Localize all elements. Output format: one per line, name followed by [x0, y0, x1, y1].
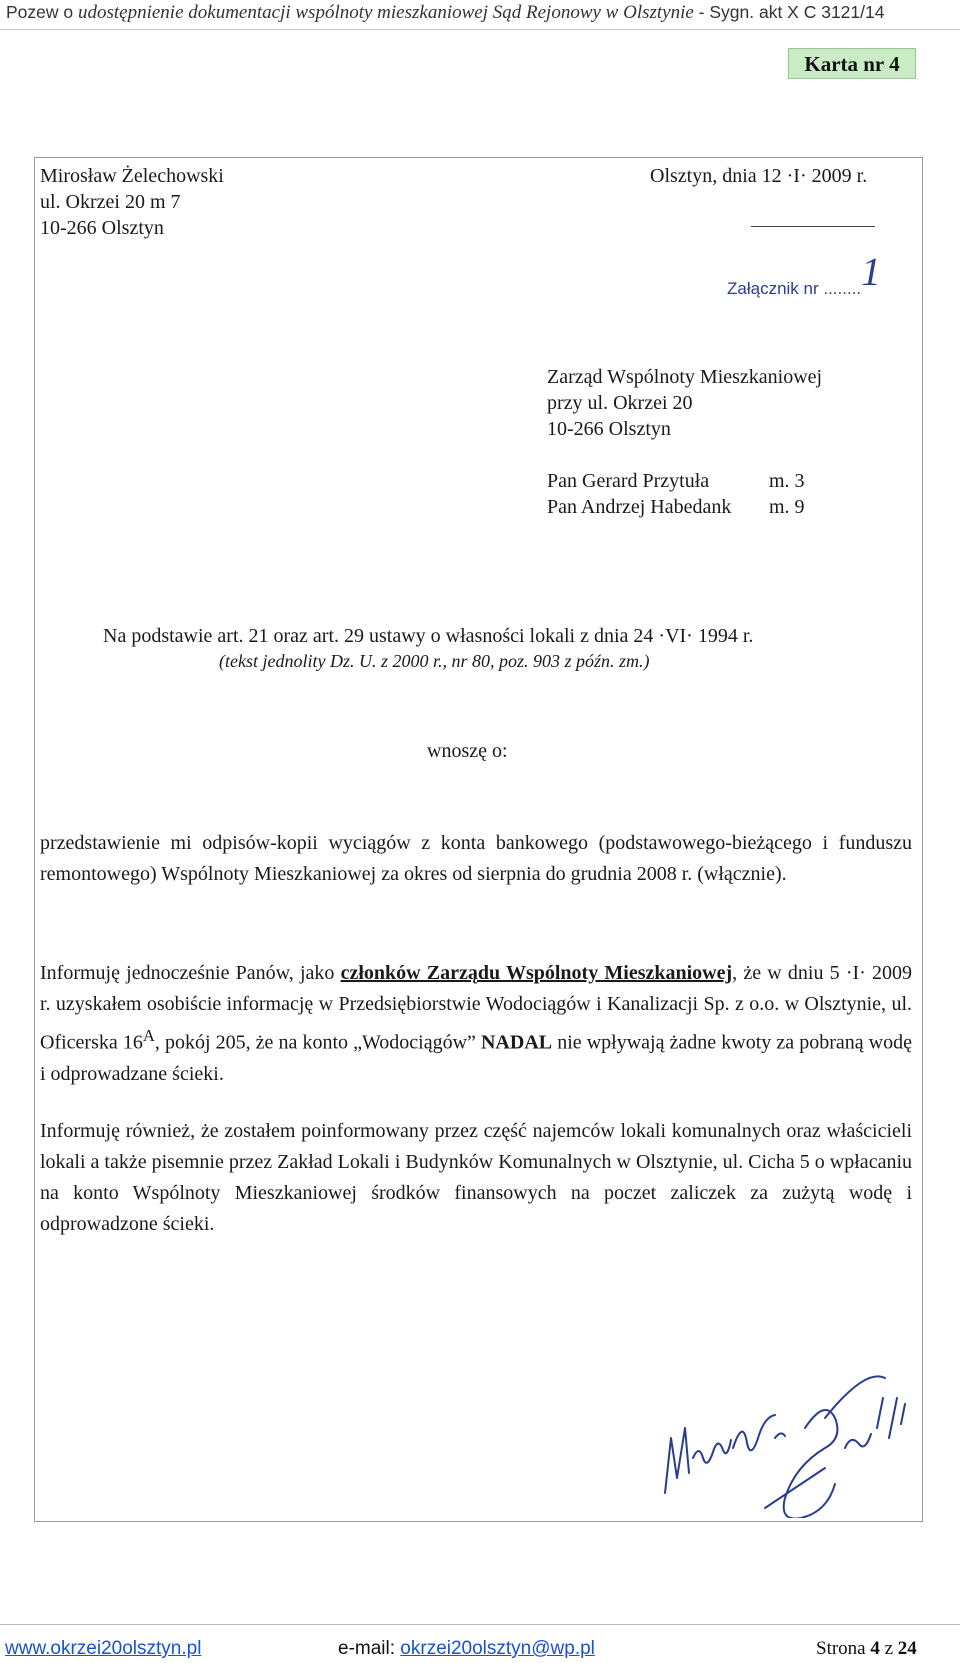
handwritten-signature — [655, 1288, 915, 1518]
sender-city: 10-266 Olsztyn — [40, 217, 164, 239]
recipient-name: Zarząd Wspólnoty Mieszkaniowej — [547, 366, 823, 388]
sender-name: Mirosław Żelechowski — [40, 165, 224, 187]
paragraph-water-info — [40, 958, 912, 1090]
date-underline — [751, 226, 875, 227]
scanned-letter — [34, 157, 923, 1522]
person-row — [547, 468, 805, 494]
page-header — [0, 0, 960, 30]
page-current: 4 — [870, 1638, 880, 1659]
recipient-street: przy ul. Okrzei 20 — [547, 392, 693, 414]
page-total: 24 — [897, 1638, 917, 1659]
attachment-number: 1 — [861, 249, 881, 294]
legal-basis-citation: (tekst jednolity Dz. U. z 2000 r., nr 80, poz. 903 z późn. zm.) — [219, 651, 650, 671]
email-label: e-mail: — [338, 1638, 401, 1659]
footer-divider — [0, 1624, 960, 1625]
footer-email — [338, 1638, 595, 1660]
legal-basis: Na podstawie art. 21 oraz art. 29 ustawy o własności lokali z dnia 24 ·VI· 1994 r. — [103, 625, 754, 647]
header-case-ref: - Sygn. akt X C 3121/14 — [693, 2, 885, 22]
letter-date: Olsztyn, dnia 12 ·I· 2009 r. — [650, 165, 868, 187]
paragraph-payments-info: Informuję również, że zostałem poinformowany przez część najemców lokali komunalnych oraz właścicieli lokali a także pisemnie przez Zakład Lokali i Budynków Komunalnych w Olsztynie, ul. Cicha 5 o wpłacaniu na konto Wspólnoty Mieszkaniowej środków finansowych na poczet zaliczek za zużytą wodę i odprowadzone ścieki. — [40, 1120, 912, 1235]
request-intro: wnoszę o: — [427, 740, 508, 762]
card-number-label: Karta nr 4 — [788, 48, 916, 79]
board-members-emphasis: członków Zarządu Wspólnoty Mieszkaniowej — [340, 962, 733, 984]
email-link[interactable]: okrzei20olsztyn@wp.pl — [400, 1638, 595, 1659]
text-span: Informuję jednocześnie Panów, jako — [40, 962, 341, 984]
header-case-title: udostępnienie dokumentacji wspólnoty mieszkaniowej Sąd Rejonowy w Olsztynie — [77, 2, 694, 23]
address-superscript: A — [142, 1026, 155, 1045]
text-span: , pokój 205, że na konto „Wodociągów” — [154, 1031, 481, 1054]
header-title — [6, 2, 954, 24]
sender-street: ul. Okrzei 20 m 7 — [40, 191, 181, 213]
person-row — [547, 494, 805, 520]
page-sep: z — [879, 1638, 898, 1659]
person-name: Pan Andrzej Habedank — [547, 496, 732, 518]
recipient-address — [547, 364, 822, 442]
paragraph-request: przedstawienie mi odpisów-kopii wyciągów z konta bankowego (podstawowego-bieżącego i funduszu remontowego) Wspólnoty Mieszkaniowej za okres od sierpnia do grudnia 2008 r. (włącznie). — [40, 832, 912, 885]
person-unit: m. 9 — [769, 496, 805, 518]
page-prefix: Strona — [816, 1638, 871, 1659]
person-unit: m. 3 — [769, 470, 805, 492]
header-prefix: Pozew o — [6, 2, 78, 22]
person-name: Pan Gerard Przytuła — [547, 470, 710, 492]
attachment-label: Załącznik nr ........ — [727, 279, 862, 298]
website-link[interactable]: www.okrzei20olsztyn.pl — [5, 1638, 202, 1659]
recipient-persons — [547, 468, 805, 520]
sender-address — [40, 163, 224, 241]
recipient-city: 10-266 Olsztyn — [547, 418, 671, 440]
text-span: nie wpływają żadne kwoty za pobraną wodę i odprowadzane ścieki. — [40, 1031, 913, 1085]
text-span: , że w dniu 5 ·I· 2009 r. uzyskałem osobiście informację w Przedsiębiorstwie Wodociągów i Kanalizacji Sp. z o.o. w Olsztynie, ul. Oficerska 16 — [40, 962, 912, 1054]
page-number — [816, 1638, 917, 1660]
nadal-emphasis: NADAL — [480, 1031, 553, 1054]
